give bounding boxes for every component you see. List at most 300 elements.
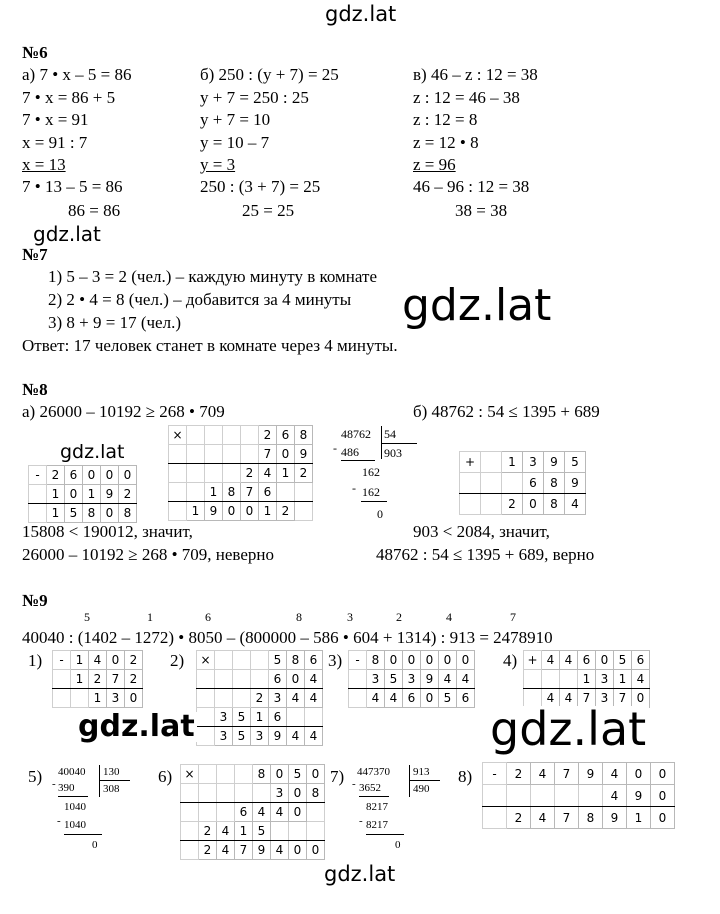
sign-cell bbox=[181, 803, 199, 822]
watermark-bottom: gdz.lat bbox=[324, 862, 396, 886]
digit-cell: 6 bbox=[305, 651, 323, 670]
digit-cell: 5 bbox=[439, 689, 457, 708]
watermark-large: gdz.lat bbox=[487, 706, 649, 752]
digit-cell: 7 bbox=[555, 763, 579, 785]
task-6c-line: z : 12 = 8 bbox=[413, 110, 478, 129]
digit-cell: 0 bbox=[83, 466, 101, 485]
digit-cell bbox=[542, 670, 560, 689]
digit-cell: 3 bbox=[403, 670, 421, 689]
task-6-title: №6 bbox=[22, 43, 48, 62]
digit-cell: 0 bbox=[289, 784, 307, 803]
order-number: 6 bbox=[205, 610, 211, 624]
digit-cell: 4 bbox=[305, 670, 323, 689]
order-number: 3 bbox=[347, 610, 353, 624]
digit-cell bbox=[241, 445, 259, 464]
digit-cell: 3 bbox=[251, 727, 269, 746]
grid-row bbox=[197, 651, 323, 670]
task-6c-line: z : 12 = 46 – 38 bbox=[413, 88, 520, 107]
division-step: 8217 bbox=[366, 819, 388, 831]
digit-cell: 6 bbox=[632, 651, 650, 670]
digit-cell bbox=[233, 689, 251, 708]
sign-cell: + bbox=[524, 651, 542, 670]
grid-row bbox=[181, 765, 325, 784]
sign-cell: - bbox=[29, 466, 47, 485]
step-2-multiplication bbox=[196, 650, 323, 746]
digit-cell bbox=[217, 784, 235, 803]
digit-cell bbox=[481, 452, 502, 473]
digit-cell: 6 bbox=[269, 708, 287, 727]
grid-row bbox=[29, 485, 137, 504]
digit-cell: 9 bbox=[269, 727, 287, 746]
digit-cell: 6 bbox=[235, 803, 253, 822]
order-number: 8 bbox=[296, 610, 302, 624]
grid-row bbox=[197, 708, 323, 727]
quotient: 903 bbox=[384, 446, 402, 460]
digit-cell: 4 bbox=[603, 785, 627, 807]
watermark: gdz.lat bbox=[60, 441, 125, 463]
digit-cell bbox=[555, 785, 579, 807]
digit-cell: 1 bbox=[614, 670, 632, 689]
sign-cell: - bbox=[53, 651, 71, 670]
digit-cell: 4 bbox=[565, 494, 586, 515]
task-6b-line: y + 7 = 10 bbox=[200, 110, 271, 129]
digit-cell: 3 bbox=[367, 670, 385, 689]
task-8b-inequality: б) 48762 : 54 ≤ 1395 + 689 bbox=[413, 402, 600, 421]
digit-cell: 3 bbox=[107, 689, 125, 708]
sign-cell bbox=[460, 473, 481, 494]
digit-cell bbox=[223, 464, 241, 483]
step-6-multiplication bbox=[180, 764, 325, 860]
grid-row bbox=[53, 689, 143, 708]
task-8-title: №8 bbox=[22, 380, 48, 399]
digit-cell: 1 bbox=[47, 504, 65, 523]
sign-cell: × bbox=[181, 765, 199, 784]
digit-cell: 4 bbox=[305, 689, 323, 708]
digit-cell bbox=[199, 784, 217, 803]
digit-cell: 4 bbox=[287, 689, 305, 708]
grid-row bbox=[483, 763, 675, 785]
digit-cell bbox=[205, 445, 223, 464]
digit-cell: 0 bbox=[651, 807, 675, 829]
digit-cell bbox=[187, 445, 205, 464]
grid-row bbox=[181, 822, 325, 841]
digit-cell: 5 bbox=[65, 504, 83, 523]
sign-cell: × bbox=[197, 651, 215, 670]
sign-cell bbox=[29, 485, 47, 504]
digit-cell: 4 bbox=[217, 841, 235, 860]
sign-cell bbox=[53, 670, 71, 689]
task-8a-conclusion: 26000 – 10192 ≥ 268 • 709, неверно bbox=[22, 545, 274, 564]
digit-cell: 0 bbox=[107, 651, 125, 670]
digit-cell: 4 bbox=[385, 689, 403, 708]
digit-cell: 2 bbox=[507, 763, 531, 785]
digit-cell: 1 bbox=[277, 464, 295, 483]
digit-cell: 4 bbox=[253, 803, 271, 822]
division-step: 390 bbox=[58, 782, 75, 794]
grid-row bbox=[169, 483, 313, 502]
sign-cell: × bbox=[169, 426, 187, 445]
digit-cell bbox=[502, 473, 523, 494]
step-label: 1) bbox=[28, 651, 43, 670]
step-8-subtraction bbox=[482, 762, 675, 829]
task-9-expression: 40040 : (1402 – 1272) • 8050 – (800000 – 586 • 604 + 1314) : 913 = 2478910 bbox=[22, 628, 553, 647]
digit-cell: 0 bbox=[403, 651, 421, 670]
digit-cell: 5 bbox=[614, 651, 632, 670]
sign-cell bbox=[169, 502, 187, 521]
digit-cell: 3 bbox=[596, 689, 614, 708]
digit-cell bbox=[205, 464, 223, 483]
division-step: 162 bbox=[362, 485, 380, 499]
digit-cell: 9 bbox=[421, 670, 439, 689]
digit-cell: 8 bbox=[295, 426, 313, 445]
sign-cell bbox=[483, 785, 507, 807]
sign-cell bbox=[53, 689, 71, 708]
grid-row bbox=[483, 807, 675, 829]
digit-cell: 4 bbox=[367, 689, 385, 708]
digit-cell: 7 bbox=[614, 689, 632, 708]
grid-row bbox=[29, 504, 137, 523]
task-6a-line: 7 • x = 91 bbox=[22, 110, 89, 129]
digit-cell bbox=[253, 784, 271, 803]
digit-cell: 1 bbox=[89, 689, 107, 708]
task-6a-answer: x = 13 bbox=[22, 155, 66, 174]
grid-row bbox=[181, 803, 325, 822]
sign-cell bbox=[524, 670, 542, 689]
task-7-step: 3) 8 + 9 = 17 (чел.) bbox=[48, 313, 181, 332]
digit-cell: 4 bbox=[217, 822, 235, 841]
digit-cell: 2 bbox=[251, 689, 269, 708]
watermark: gdz.lat bbox=[78, 709, 195, 744]
digit-cell bbox=[187, 426, 205, 445]
grid-row bbox=[181, 784, 325, 803]
sign-cell bbox=[349, 670, 367, 689]
grid-row bbox=[349, 670, 475, 689]
grid-row bbox=[53, 670, 143, 689]
digit-cell: 3 bbox=[215, 727, 233, 746]
digit-cell: 5 bbox=[289, 765, 307, 784]
digit-cell: 7 bbox=[241, 483, 259, 502]
digit-cell bbox=[287, 708, 305, 727]
digit-cell bbox=[295, 502, 313, 521]
task-6c-check: 38 = 38 bbox=[455, 201, 508, 220]
sign-cell bbox=[197, 708, 215, 727]
digit-cell: 4 bbox=[259, 464, 277, 483]
subtraction-8a bbox=[28, 465, 137, 523]
digit-cell: 0 bbox=[457, 651, 475, 670]
digit-cell: 4 bbox=[531, 763, 555, 785]
digit-cell: 0 bbox=[651, 763, 675, 785]
digit-cell: 0 bbox=[125, 689, 143, 708]
digit-cell bbox=[507, 785, 531, 807]
digit-cell: 0 bbox=[119, 466, 137, 485]
task-6c-answer: z = 96 bbox=[413, 155, 456, 174]
digit-cell: 4 bbox=[287, 727, 305, 746]
digit-cell: 7 bbox=[578, 689, 596, 708]
digit-cell: 1 bbox=[83, 485, 101, 504]
division-step: 8217 bbox=[366, 801, 388, 813]
task-8b-conclusion: 48762 : 54 ≤ 1395 + 689, верно bbox=[376, 545, 595, 564]
grid-row bbox=[53, 651, 143, 670]
digit-cell: 9 bbox=[253, 841, 271, 860]
digit-cell: 8 bbox=[367, 651, 385, 670]
divisor: 54 bbox=[384, 427, 396, 441]
digit-cell: 1 bbox=[627, 807, 651, 829]
digit-cell: 0 bbox=[632, 689, 650, 708]
grid-row bbox=[169, 464, 313, 483]
digit-cell: 6 bbox=[457, 689, 475, 708]
digit-cell: 1 bbox=[187, 502, 205, 521]
divisor: 913 bbox=[413, 766, 430, 778]
sign-cell bbox=[169, 483, 187, 502]
digit-cell: 8 bbox=[544, 473, 565, 494]
digit-cell: 2 bbox=[125, 651, 143, 670]
digit-cell: 6 bbox=[277, 426, 295, 445]
digit-cell: 6 bbox=[259, 483, 277, 502]
digit-cell: 4 bbox=[457, 670, 475, 689]
task-6b-line: y = 10 – 7 bbox=[200, 133, 270, 152]
digit-cell: 0 bbox=[439, 651, 457, 670]
grid-row bbox=[349, 689, 475, 708]
digit-cell: 8 bbox=[253, 765, 271, 784]
digit-cell: 9 bbox=[295, 445, 313, 464]
digit-cell bbox=[215, 689, 233, 708]
grid-row bbox=[197, 689, 323, 708]
step-4-addition bbox=[523, 650, 650, 708]
grid-row bbox=[169, 502, 313, 521]
sign-cell: - bbox=[483, 763, 507, 785]
digit-cell bbox=[217, 803, 235, 822]
digit-cell: 9 bbox=[627, 785, 651, 807]
task-6c-check: 46 – 96 : 12 = 38 bbox=[413, 177, 530, 196]
digit-cell: 6 bbox=[523, 473, 544, 494]
addition-8b bbox=[459, 451, 586, 515]
step-label: 3) bbox=[328, 651, 343, 670]
digit-cell: 1 bbox=[205, 483, 223, 502]
digit-cell: 2 bbox=[47, 466, 65, 485]
digit-cell: 7 bbox=[107, 670, 125, 689]
digit-cell: 5 bbox=[385, 670, 403, 689]
digit-cell: 2 bbox=[502, 494, 523, 515]
task-9-title: №9 bbox=[22, 591, 48, 610]
digit-cell: 4 bbox=[542, 689, 560, 708]
digit-cell: 1 bbox=[235, 822, 253, 841]
digit-cell bbox=[199, 765, 217, 784]
digit-cell: 0 bbox=[307, 841, 325, 860]
division-step: 162 bbox=[362, 465, 380, 479]
division-step: 1040 bbox=[64, 819, 86, 831]
digit-cell: 5 bbox=[269, 651, 287, 670]
digit-cell: 9 bbox=[603, 807, 627, 829]
digit-cell: 0 bbox=[385, 651, 403, 670]
digit-cell: 7 bbox=[235, 841, 253, 860]
grid-row bbox=[29, 466, 137, 485]
grid-row bbox=[349, 651, 475, 670]
digit-cell: 2 bbox=[295, 464, 313, 483]
digit-cell: 0 bbox=[223, 502, 241, 521]
digit-cell: 3 bbox=[523, 452, 544, 473]
quotient: 308 bbox=[103, 783, 120, 795]
task-6a-line: 7 • x = 86 + 5 bbox=[22, 88, 116, 107]
step-label: 8) bbox=[458, 767, 473, 786]
digit-cell: 1 bbox=[251, 708, 269, 727]
digit-cell bbox=[71, 689, 89, 708]
digit-cell: 0 bbox=[421, 689, 439, 708]
digit-cell bbox=[307, 803, 325, 822]
digit-cell: 4 bbox=[439, 670, 457, 689]
dividend: 447370 bbox=[357, 766, 390, 778]
sign-cell bbox=[483, 807, 507, 829]
digit-cell: 7 bbox=[259, 445, 277, 464]
dividend: 48762 bbox=[341, 427, 371, 441]
division-step: 1040 bbox=[64, 801, 86, 813]
digit-cell bbox=[531, 785, 555, 807]
digit-cell: 1 bbox=[47, 485, 65, 504]
digit-cell: 8 bbox=[307, 784, 325, 803]
task-8a-inequality: а) 26000 – 10192 ≥ 268 • 709 bbox=[22, 402, 225, 421]
digit-cell: 8 bbox=[223, 483, 241, 502]
divisor: 130 bbox=[103, 766, 120, 778]
digit-cell: 4 bbox=[531, 807, 555, 829]
order-number: 2 bbox=[396, 610, 402, 624]
task-6b-line: y + 7 = 250 : 25 bbox=[200, 88, 309, 107]
quotient: 490 bbox=[413, 783, 430, 795]
digit-cell: 2 bbox=[199, 822, 217, 841]
grid-row bbox=[483, 785, 675, 807]
watermark-top: gdz.lat bbox=[325, 2, 397, 26]
digit-cell: 6 bbox=[403, 689, 421, 708]
task-8b-comparison: 903 < 2084, значит, bbox=[413, 522, 550, 541]
digit-cell: 1 bbox=[71, 670, 89, 689]
sign-cell bbox=[197, 670, 215, 689]
digit-cell: 4 bbox=[271, 841, 289, 860]
digit-cell: 2 bbox=[125, 670, 143, 689]
digit-cell: 6 bbox=[578, 651, 596, 670]
digit-cell: 2 bbox=[259, 426, 277, 445]
digit-cell bbox=[233, 651, 251, 670]
step-label: 6) bbox=[158, 767, 173, 786]
digit-cell: 8 bbox=[544, 494, 565, 515]
digit-cell: 9 bbox=[101, 485, 119, 504]
digit-cell: 3 bbox=[269, 689, 287, 708]
digit-cell: 4 bbox=[305, 727, 323, 746]
task-6b-line: б) 250 : (y + 7) = 25 bbox=[200, 65, 339, 84]
multiplication-8a bbox=[168, 425, 313, 521]
sign-cell bbox=[169, 445, 187, 464]
grid-row bbox=[460, 494, 586, 515]
grid-row bbox=[524, 651, 650, 670]
digit-cell: 5 bbox=[233, 727, 251, 746]
digit-cell: 1 bbox=[259, 502, 277, 521]
division-step: 486 bbox=[341, 445, 359, 459]
digit-cell bbox=[481, 494, 502, 515]
sign-cell: - bbox=[349, 651, 367, 670]
digit-cell: 4 bbox=[560, 689, 578, 708]
digit-cell: 0 bbox=[101, 466, 119, 485]
digit-cell: 4 bbox=[271, 803, 289, 822]
digit-cell: 4 bbox=[89, 651, 107, 670]
digit-cell bbox=[235, 784, 253, 803]
step-1-subtraction bbox=[52, 650, 143, 708]
digit-cell bbox=[215, 670, 233, 689]
digit-cell bbox=[199, 803, 217, 822]
sign-cell bbox=[181, 822, 199, 841]
digit-cell bbox=[271, 822, 289, 841]
digit-cell: 8 bbox=[579, 807, 603, 829]
solution-page: gdz.lat №6 а) 7 • x – 5 = 86 7 • x = 86 + 5 7 • x = 91 x = 91 : 7 x = 13 7 • 13 – 5 = 86 86 = 86 б) 250 : (y + 7) = 25 y + 7 = 250 : 25 y + 7 = 10 y = 10 – 7 y = 3 250 : (3 + 7) = 25 25 = 25 в) 46 – z : 12 = 38 z : 12 = 46 – 38 z : 12 = 8 z = 12 • 8 z = 96 46 – 96 : 12 = 38 38 = 38 gdz.lat №7 1) 5 – 3 = 2 (чел.) – каждую минуту в комнате 2) 2 • 4 = 8 (чел.) – добавится за 4 минуты 3) 8 + 9 = 17 (чел.) Ответ: 17 человек станет в комнате через 4 минуты. gdz.lat №8 а) 26000 – 10192 ≥ 268 • 709 б) 48762 : 54 ≤ 1395 + 689 gdz.lat - 2 6 0 0 0 1 0 1 9 2 1 5 8 0 8 × 2 6 8 7 0 9 2 4 1 2 1 8 7 6 1 9 0 0 1 2 48762 54 903 - 486 162 - 162 0 + 1 3 9 5 6 8 9 2 0 8 4 15808 < 190012, значит, 26000 – 10192 ≥ 268 • 709, неверно 903 < 2084, значит, 48762 : 54 ≤ 1395 + 689, верно №9 5 1 6 8 3 2 4 7 40040 : (1402 – 1272) • 8050 – (800000 – 586 • 604 + 1314) : 913 = 2478910 1) - 1 4 0 2 1 2 7 2 1 3 0 2) × 5 8 6 6 0 4 2 3 4 4 3 5 1 6 3 5 3 9 4 4 3) - 8 0 0 0 0 0 3 5 3 9 4 4 4 4 6 0 5 6 4) + 4 4 6 0 5 6 1 3 1 4 4 4 7 3 7 0 gdz.lat gdz.lat 5) 40040 130 308 - 390 1040 - 1040 0 6) × 8 0 5 0 3 0 8 6 4 4 0 2 4 1 5 2 4 7 9 4 0 0 7) 447370 913 490 - 3652 8217 - 8217 0 8) - 2 4 7 9 4 0 0 4 9 0 2 4 7 8 9 1 0 gdz.lat bbox=[0, 0, 720, 914]
step-label: 5) bbox=[28, 767, 43, 786]
digit-cell bbox=[305, 708, 323, 727]
digit-cell: 6 bbox=[65, 466, 83, 485]
digit-cell bbox=[251, 670, 269, 689]
order-number: 7 bbox=[510, 610, 516, 624]
digit-cell bbox=[307, 822, 325, 841]
digit-cell bbox=[217, 765, 235, 784]
digit-cell bbox=[233, 670, 251, 689]
digit-cell: 4 bbox=[632, 670, 650, 689]
digit-cell: 0 bbox=[287, 670, 305, 689]
step-label: 2) bbox=[170, 651, 185, 670]
digit-cell bbox=[187, 483, 205, 502]
grid-row bbox=[524, 670, 650, 689]
grid-row bbox=[460, 452, 586, 473]
digit-cell: 0 bbox=[421, 651, 439, 670]
digit-cell bbox=[187, 464, 205, 483]
digit-cell: 5 bbox=[565, 452, 586, 473]
order-number: 1 bbox=[147, 610, 153, 624]
division-step: 3652 bbox=[359, 782, 381, 794]
digit-cell: 2 bbox=[507, 807, 531, 829]
step-label: 7) bbox=[330, 767, 345, 786]
digit-cell: 0 bbox=[596, 651, 614, 670]
digit-cell: 8 bbox=[119, 504, 137, 523]
sign-cell bbox=[181, 841, 199, 860]
digit-cell bbox=[295, 483, 313, 502]
division-remainder: 0 bbox=[395, 839, 401, 851]
digit-cell: 0 bbox=[277, 445, 295, 464]
step-label: 4) bbox=[503, 651, 518, 670]
digit-cell: 0 bbox=[307, 765, 325, 784]
order-number: 5 bbox=[84, 610, 90, 624]
order-number: 4 bbox=[446, 610, 452, 624]
step-3-subtraction bbox=[348, 650, 475, 708]
watermark-large: gdz.lat bbox=[398, 284, 555, 328]
digit-cell bbox=[241, 426, 259, 445]
grid-row bbox=[197, 670, 323, 689]
digit-cell bbox=[205, 426, 223, 445]
digit-cell: 4 bbox=[542, 651, 560, 670]
digit-cell: 1 bbox=[71, 651, 89, 670]
digit-cell: 4 bbox=[560, 651, 578, 670]
digit-cell: 6 bbox=[269, 670, 287, 689]
digit-cell bbox=[235, 765, 253, 784]
digit-cell bbox=[481, 473, 502, 494]
watermark: gdz.lat bbox=[33, 222, 101, 246]
division-remainder: 0 bbox=[92, 839, 98, 851]
grid-row bbox=[460, 473, 586, 494]
dividend: 40040 bbox=[58, 766, 86, 778]
digit-cell: 9 bbox=[565, 473, 586, 494]
sign-cell bbox=[349, 689, 367, 708]
division-remainder: 0 bbox=[377, 507, 383, 521]
digit-cell: 2 bbox=[277, 502, 295, 521]
digit-cell: 4 bbox=[603, 763, 627, 785]
sign-cell bbox=[197, 727, 215, 746]
grid-row bbox=[181, 841, 325, 860]
task-7-answer: Ответ: 17 человек станет в комнате через 4 минуты. bbox=[22, 336, 398, 355]
digit-cell bbox=[251, 651, 269, 670]
sign-cell bbox=[169, 464, 187, 483]
digit-cell: 1 bbox=[578, 670, 596, 689]
